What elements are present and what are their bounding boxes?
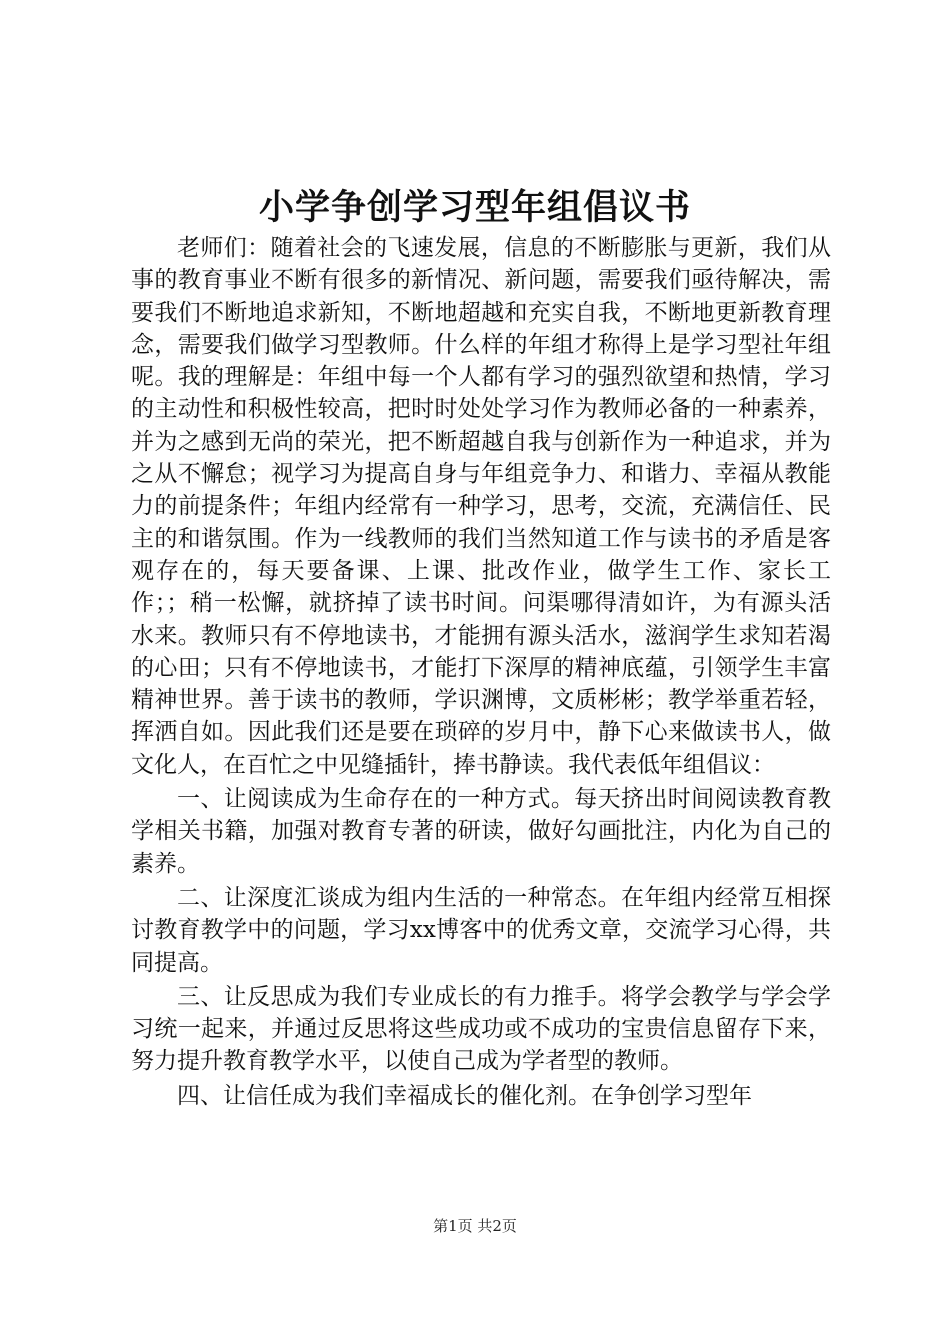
page-number-footer: 第1页 共2页 [433,1217,517,1235]
paragraph-item-4: 四、让信任成为我们幸福成长的催化剂。在争创学习型年 [177,1082,752,1109]
paragraph-item-2: 二、让深度汇谈成为组内生活的一种常态。在年组内经常互相探讨教育教学中的问题，学习xx博客中的优秀文章，交流学习心得，共同提高。 [131,884,831,976]
paragraph-intro: 老师们：随着社会的飞速发展，信息的不断膨胀与更新，我们从事的教育事业不断有很多的新情况、新问题，需要我们亟待解决，需要我们不断地追求新知，不断地超越和充实自我，不断地更新教育理念，需要我们做学习型教师。什么样的年组才称得上是学习型社年组呢。我的理解是：年组中每一个人都有学习的强烈欲望和热情，学习的主动性和积极性较高，把时时处处学习作为教师必备的一种素养，并为之感到无尚的荣光，把不断超越自我与创新作为一种追求，并为之从不懈怠；视学习为提高自身与年组竞争力、和谐力、幸福从教能力的前提条件；年组内经常有一种学习，思考，交流，充满信任、民主的和谐氛围。作为一线教师的我们当然知道工作与读书的矛盾是客观存在的，每天要备课、上课、批改作业，做学生工作、家长工作；；稍一松懈，就挤掉了读书时间。问渠哪得清如许，为有源头活水来。教师只有不停地读书，才能拥有源头活水，滋润学生求知若渴的心田；只有不停地读书，才能打下深厚的精神底蕴，引领学生丰富精神世界。善于读书的教师，学识渊博，文质彬彬；教学举重若轻，挥洒自如。因此我们还是要在琐碎的岁月中，静下心来做读书人，做文化人，在百忙之中见缝插针，捧书静读。我代表低年组倡议： [131,235,831,778]
paragraph-item-1: 一、让阅读成为生命存在的一种方式。每天挤出时间阅读教育教学相关书籍，加强对教育专著的研读，做好勾画批注，内化为自己的素养。 [131,786,831,877]
document-title: 小学争创学习型年组倡议书 [258,187,691,228]
document-body [131,232,831,1112]
paragraph-item-3: 三、让反思成为我们专业成长的有力推手。将学会教学与学会学习统一起来，并通过反思将这些成功或不成功的宝贵信息留存下来，努力提升教育教学水平，以使自己成为学者型的教师。 [131,983,831,1075]
